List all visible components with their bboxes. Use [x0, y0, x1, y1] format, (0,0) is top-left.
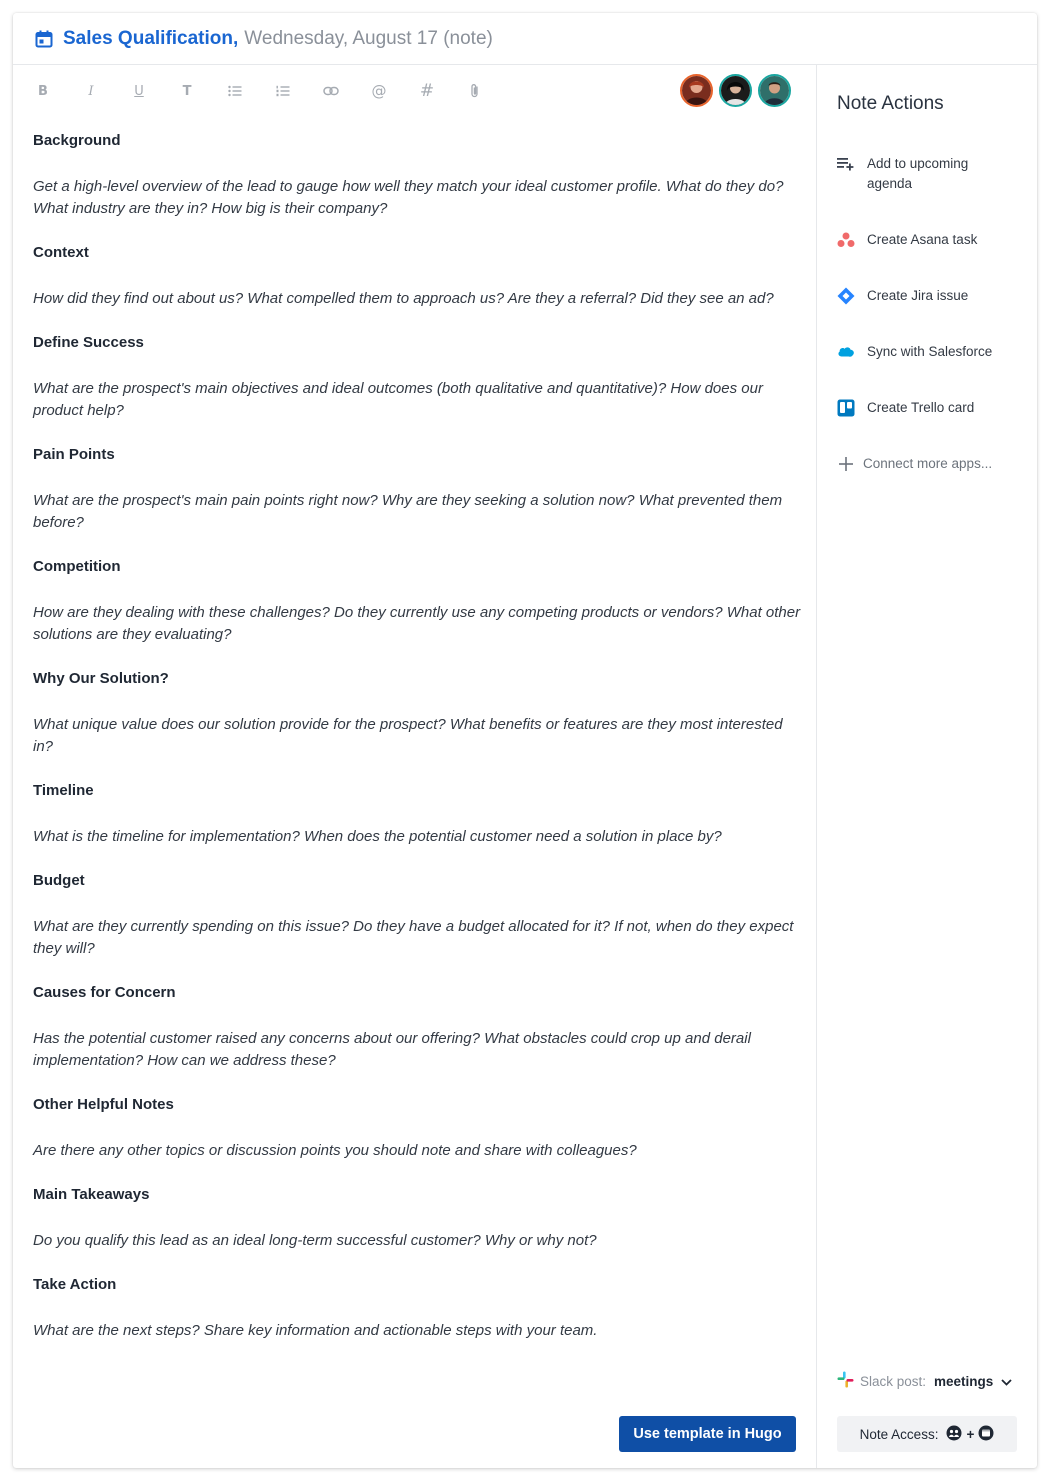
salesforce-icon	[837, 343, 855, 361]
action-label: Create Asana task	[867, 232, 978, 247]
section-heading: Other Helpful Notes	[33, 1096, 174, 1113]
section-prompt: How did they find out about us? What compelled them to approach us? Are they a referral? Did they see an ad?	[33, 290, 774, 307]
text-icon: T	[182, 83, 192, 99]
section-prompt: Do you qualify this lead as an ideal long-term successful customer? Why or why not?	[33, 1232, 597, 1249]
numbered-list-button[interactable]	[273, 81, 293, 101]
create-jira-issue-action[interactable]	[837, 286, 1017, 306]
editor-pane	[13, 65, 816, 1468]
avatar[interactable]	[680, 74, 713, 107]
paperclip-icon	[470, 83, 480, 99]
slack-post-label: Slack post:	[860, 1373, 927, 1389]
note-actions-panel	[816, 65, 1037, 1468]
action-label: Sync with Salesforce	[867, 344, 993, 359]
section-heading: Pain Points	[33, 446, 115, 463]
hashtag-button[interactable]	[417, 81, 437, 101]
add-agenda-icon	[837, 155, 855, 173]
section-prompt: What are the prospect's main pain points right now? Why are they seeking a solution now? What prevented them before?	[33, 492, 783, 531]
note-section	[33, 444, 803, 534]
formatting-toolbar	[33, 79, 513, 103]
note-section	[33, 556, 803, 646]
note-access-label: Note Access:	[859, 1426, 939, 1442]
section-prompt: What are the next steps? Share key information and actionable steps with your team.	[33, 1322, 598, 1339]
note-date: Wednesday, August 17 (note)	[244, 27, 493, 49]
section-prompt: What is the timeline for implementation? When does the potential customer need a solution in place by?	[33, 828, 722, 845]
section-prompt: What are the prospect's main objectives and ideal outcomes (both qualitative and quantitative)? How does our product help?	[33, 380, 763, 419]
mention-icon: @	[371, 82, 387, 100]
note-section	[33, 668, 803, 758]
italic-icon: I	[88, 83, 94, 99]
section-heading: Budget	[33, 872, 85, 889]
note-actions-title: Note Actions	[837, 93, 944, 114]
mention-button[interactable]	[369, 81, 389, 101]
note-body[interactable]	[33, 130, 803, 1364]
note-section	[33, 1094, 803, 1162]
chevron-down-icon	[1001, 1374, 1012, 1389]
link-icon	[323, 86, 339, 96]
note-title[interactable]: Sales Qualification,	[63, 27, 239, 49]
section-prompt: Get a high-level overview of the lead to gauge how well they match your ideal customer profile. What do they do? What industry are they in? How big is their company?	[33, 178, 784, 217]
create-asana-task-action[interactable]	[837, 230, 1017, 250]
avatar[interactable]	[719, 74, 752, 107]
action-label: Add to upcoming agenda	[867, 156, 969, 191]
note-section	[33, 242, 803, 310]
link-button[interactable]	[321, 81, 341, 101]
note-section	[33, 982, 803, 1072]
team-icon	[946, 1425, 962, 1444]
section-prompt: What are they currently spending on this issue? Do they have a budget allocated for it? If not, when do they expect they will?	[33, 918, 794, 957]
add-to-agenda-action[interactable]	[837, 154, 1017, 194]
note-section	[33, 780, 803, 848]
italic-button[interactable]	[81, 81, 101, 101]
section-heading: Timeline	[33, 782, 94, 799]
access-separator: +	[966, 1426, 975, 1442]
note-section	[33, 1184, 803, 1252]
attendee-avatars	[680, 74, 797, 107]
text-style-button[interactable]	[177, 81, 197, 101]
note-section	[33, 332, 803, 422]
sync-salesforce-action[interactable]	[837, 342, 1017, 362]
slack-icon	[837, 1371, 854, 1391]
section-heading: Why Our Solution?	[33, 670, 169, 687]
section-prompt: What unique value does our solution provide for the prospect? What benefits or features are they most interested in?	[33, 716, 783, 755]
section-heading: Main Takeaways	[33, 1186, 150, 1203]
create-trello-card-action[interactable]	[837, 398, 1017, 418]
underline-icon: U	[134, 83, 144, 99]
section-heading: Causes for Concern	[33, 984, 176, 1001]
slack-channel-value: meetings	[934, 1373, 994, 1389]
action-label: Create Jira issue	[867, 288, 969, 303]
calendar-attendees-icon	[978, 1425, 994, 1444]
plus-icon	[837, 455, 855, 473]
bold-button[interactable]	[33, 81, 53, 101]
note-header	[13, 13, 1037, 65]
hashtag-icon: #	[419, 81, 435, 101]
asana-icon	[837, 231, 855, 249]
note-card	[13, 13, 1037, 1468]
bulleted-list-button[interactable]	[225, 81, 245, 101]
section-heading: Define Success	[33, 334, 144, 351]
section-prompt: Are there any other topics or discussion points you should note and share with colleagues?	[33, 1142, 637, 1159]
action-label: Create Trello card	[867, 400, 975, 415]
trello-icon	[837, 399, 855, 417]
note-access-button[interactable]	[837, 1416, 1017, 1452]
section-heading: Context	[33, 244, 89, 261]
attachment-button[interactable]	[465, 81, 485, 101]
section-heading: Competition	[33, 558, 121, 575]
avatar[interactable]	[758, 74, 791, 107]
calendar-icon	[35, 30, 53, 48]
use-template-button[interactable]: Use template in Hugo	[619, 1416, 796, 1452]
note-section	[33, 1274, 803, 1342]
action-label: Connect more apps...	[863, 456, 993, 471]
note-section	[33, 870, 803, 960]
underline-button[interactable]	[129, 81, 149, 101]
section-heading: Take Action	[33, 1276, 117, 1293]
bold-icon: B	[38, 83, 48, 99]
section-heading: Background	[33, 132, 121, 149]
numbered-list-icon	[276, 85, 290, 97]
connect-more-apps-action[interactable]	[837, 454, 1013, 474]
section-prompt: Has the potential customer raised any concerns about our offering? What obstacles could crop up and derail implementation? How can we address these?	[33, 1030, 751, 1069]
slack-post-selector[interactable]	[837, 1371, 1012, 1391]
note-section	[33, 130, 803, 220]
section-prompt: How are they dealing with these challenges? Do they currently use any competing products or vendors? What other solutions are they evaluating?	[33, 604, 801, 643]
bulleted-list-icon	[228, 85, 242, 97]
jira-icon	[837, 287, 855, 305]
